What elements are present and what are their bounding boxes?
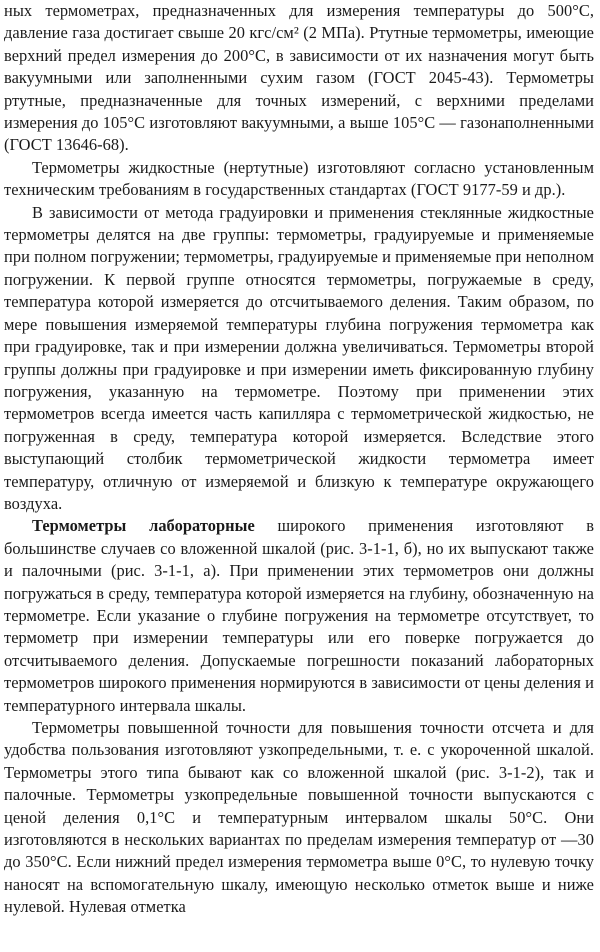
paragraph-continued: [4, 0, 594, 157]
paragraph-text: ных термометрах, предназначенных для измерения температуры до 500°С, давление газа достигает свыше 20 кгс/см² (2 МПа). Ртутные термометры, имеющие верхний предел измерения до 200°С, в зависимости от их назначения могут быть вакуумными или заполненными сухим газом (ГОСТ 2045-43). Термометры ртутные, предназначенные для точных измерений, с верхними пределами измерения до 105°С изготовляют вакуумными, а выше 105°С — газонаполненными (ГОСТ 13646-68).: [4, 1, 594, 155]
paragraph-graduation-groups: [4, 202, 594, 516]
paragraph-text: широкого применения изготовляют в большинстве случаев со вложенной шкалой (рис. 3-1-1, б), но их выпускают также и палочными (рис. 3-1-1, а). При применении этих термометров они должны погружаться в среду, температура которой измеряется на глубину, обозначенную на термометре. Если указание о глубине погружения на термометре отсутствует, то термометр при измерении температуры или его поверке погружается до отсчитываемого деления. Допускаемые погрешности показаний лабораторных термометров широкого применения нормируются в зависимости от цены деления и температурного интервала шкалы.: [4, 516, 594, 715]
paragraph-high-precision-thermometers: [4, 717, 594, 919]
paragraph-text: В зависимости от метода градуировки и применения стеклянные жидкостные термометры делятся на две группы: термометры, градуируемые и применяемые при полном погружении; термометры, градуируемые и применяемые при неполном погружении. К первой группе относятся термометры, погружаемые в среду, температура которой измеряется до отсчитываемого деления. Таким образом, по мере повышения измеряемой температуры глубина погружения термометра как при градуировке, так и при измерении должна увеличиваться. Термометры второй группы должны при градуировке и при измерении иметь фиксированную глубину погружения, указанную на термометре. Поэтому при применении этих термометров всегда имеется часть капилляра с термометрической жидкостью, не погруженная в среду, температура которой измеряется. Вследствие этого выступающий столбик термометрической жидкости термометра имеет температуру, отличную от измеряемой и близкую к температуре окружающего воздуха.: [4, 202, 594, 513]
document-page: [4, 0, 594, 919]
paragraph-text: Термометры повышенной точности для повышения точности отсчета и для удобства пользования изготовляют узкопредельными, т. е. с укороченной шкалой. Термометры этого типа бывают как со вложенной шкалой (рис. 3-1-2), так и палочные. Термометры узкопредельные повышенной точности выпускаются с ценой деления 0,1°С и температурным интервалом шкалы 50°С. Они изготовляются в нескольких вариантах по пределам измерения температур от —30 до 350°С. Если нижний предел измерения термометра выше 0°С, то нулевую точку наносят на вспомогательную шкалу, имеющую несколько отметок выше и ниже нулевой. Нулевая отметка: [4, 718, 594, 917]
paragraph-laboratory-thermometers: [4, 515, 594, 717]
paragraph-liquid-thermometers: [4, 157, 594, 202]
paragraph-lead-heading: Термометры лабораторные: [32, 516, 255, 536]
paragraph-text: Термометры жидкостные (нертутные) изготовляют согласно установленным техническим требованиям в государственных стандартах (ГОСТ 9177-59 и др.).: [4, 157, 594, 200]
